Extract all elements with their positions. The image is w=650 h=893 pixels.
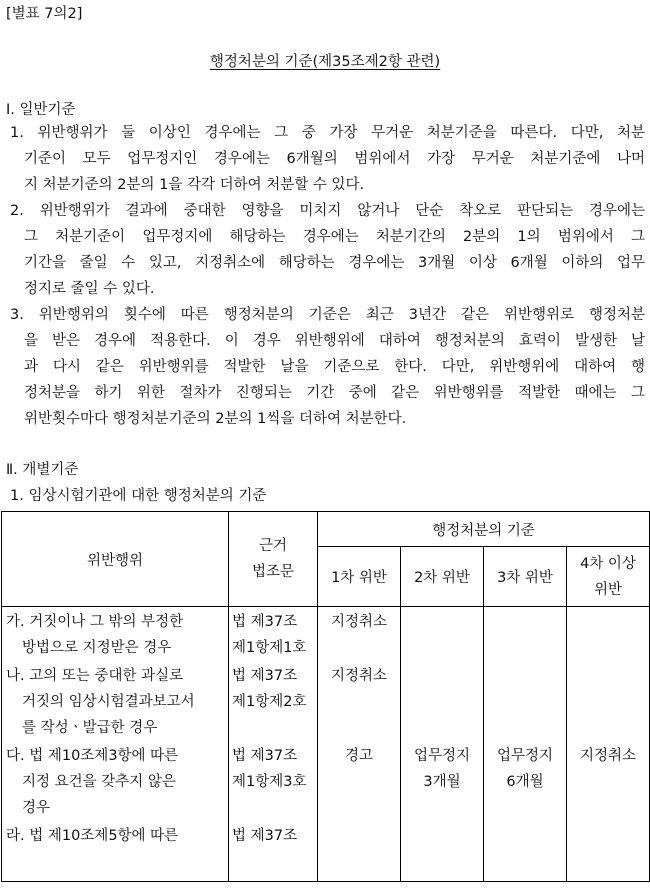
law-cell-line: 법 제37조 [232, 668, 298, 684]
penalty-1st-cell-line: 지정취소 [330, 614, 388, 630]
criteria-line: 2. 위반행위가 결과에 중대한 영향을 미치지 않거나 단순 착오로 판단되는 경우에는 [10, 203, 645, 219]
penalty-4th-cell [567, 607, 650, 662]
penalty-1st-cell-line: 지정취소 [330, 668, 388, 684]
law-cell-line: 법 제37조 [232, 614, 298, 630]
criteria-line: 기준이 모두 업무정지인 경우에는 6개월의 범위에서 가장 무거운 처분기준에 나머 [24, 151, 645, 167]
header-penalty-group: 행정처분의 기준 [318, 512, 650, 547]
section-general-heading: Ⅰ. 일반기준 [6, 102, 76, 118]
penalty-2nd-cell [401, 661, 484, 741]
title-sub: (제35조제2항 관련) [312, 54, 441, 70]
table-row [2, 661, 650, 741]
penalty-1st-cell [318, 741, 401, 821]
header-violation: 위반행위 [2, 512, 229, 607]
criteria-line: 정지로 줄일 수 있다. [24, 281, 155, 297]
penalty-1st-cell-line: 경고 [344, 748, 373, 764]
criteria-line: 과 다시 같은 위반행위를 적발한 날을 기준으로 한다. 다만, 위반행위에 대하여 행 [24, 359, 645, 375]
header-4th [567, 547, 650, 607]
penalty-2nd-cell [401, 607, 484, 662]
penalty-3rd-cell-line: 6개월 [506, 774, 544, 790]
penalty-4th-cell [567, 661, 650, 741]
header-4th-line2: 위반 [594, 581, 623, 598]
law-cell [229, 607, 318, 662]
violation-cell-line: 거짓의 임상시험결과보고서 [22, 694, 195, 710]
law-cell [229, 741, 318, 821]
penalty-2nd-cell [401, 741, 484, 821]
penalty-4th-cell-line: 지정취소 [580, 748, 637, 764]
general-criteria-item [10, 302, 645, 432]
document-title [0, 50, 650, 71]
header-4th-line1: 4차 이상 [580, 555, 636, 572]
violation-cell [2, 821, 229, 881]
penalty-table [1, 511, 650, 882]
table-row [2, 607, 650, 662]
violation-cell-line: 지정 요건을 갖추지 않은 [22, 774, 176, 790]
section-individual-heading: Ⅱ. 개별기준 [6, 462, 79, 478]
law-cell-line: 제1항제3호 [232, 774, 307, 790]
penalty-3rd-cell [484, 607, 567, 662]
criteria-line: 기간을 줄일 수 있고, 지정취소에 해당하는 경우에는 3개월 이상 6개월 이하의 업무 [24, 255, 645, 271]
header-law-line1: 근거 [258, 538, 287, 554]
penalty-2nd-cell-line: 업무정지 [413, 748, 471, 764]
violation-cell-line: 경우 [22, 800, 51, 816]
penalty-3rd-cell-line: 업무정지 [496, 748, 554, 764]
criteria-line: 그 처분기준이 업무정지에 해당하는 경우에는 처분기간의 2분의 1의 범위에서 그 [24, 229, 645, 245]
penalty-1st-cell [318, 607, 401, 662]
violation-cell-line: 가. 거짓이나 그 밖의 부정한 [6, 614, 184, 630]
criteria-line: 3. 위반행위의 횟수에 따른 행정처분의 기준은 최근 3년간 같은 위반행위로 행정처분 [10, 307, 645, 323]
general-criteria-item [10, 120, 645, 198]
general-criteria-item [10, 198, 645, 302]
penalty-4th-cell [567, 821, 650, 881]
header-law-line2: 법조문 [251, 564, 295, 580]
criteria-line: 위반횟수마다 행정처분기준의 2분의 1씩을 더하여 처분한다. [24, 411, 407, 427]
law-cell [229, 661, 318, 741]
subsection-heading: 1. 임상시험기관에 대한 행정처분의 기준 [10, 488, 267, 504]
penalty-table-body [2, 607, 650, 882]
penalty-2nd-cell-line: 3개월 [423, 774, 461, 790]
criteria-line: 정처분을 하기 위한 절차가 진행되는 기간 중에 같은 위반행위를 적발한 때에는 그 [24, 385, 645, 401]
violation-cell [2, 741, 229, 821]
law-cell-line: 제1항제2호 [232, 694, 307, 710]
header-law [229, 512, 318, 607]
header-1st: 1차 위반 [318, 547, 401, 607]
violation-cell-line: 방법으로 지정받은 경우 [22, 640, 172, 656]
criteria-line: 지 처분기준의 2분의 1을 각각 더하여 처분할 수 있다. [24, 177, 365, 193]
law-cell-line: 법 제37조 [232, 828, 298, 844]
table-row [2, 821, 650, 881]
law-cell-line: 제1항제1호 [232, 640, 307, 656]
law-cell [229, 821, 318, 881]
annex-label: [별표 7의2] [6, 6, 83, 22]
penalty-3rd-cell [484, 741, 567, 821]
penalty-3rd-cell [484, 821, 567, 881]
table-row [2, 741, 650, 821]
header-2nd: 2차 위반 [401, 547, 484, 607]
penalty-1st-cell [318, 661, 401, 741]
law-cell-line: 법 제37조 [232, 748, 298, 764]
violation-cell-line: 다. 법 제10조제3항에 따른 [6, 748, 179, 764]
penalty-1st-cell [318, 821, 401, 881]
penalty-2nd-cell [401, 821, 484, 881]
header-3rd: 3차 위반 [484, 547, 567, 607]
violation-cell-line: 라. 법 제10조제5항에 따른 [6, 828, 179, 844]
penalty-3rd-cell [484, 661, 567, 741]
criteria-line: 1. 위반행위가 둘 이상인 경우에는 그 중 가장 무거운 처분기준을 따른다. 다만, 처분 [10, 125, 645, 141]
violation-cell [2, 661, 229, 741]
violation-cell [2, 607, 229, 662]
violation-cell-line: 나. 고의 또는 중대한 과실로 [6, 668, 184, 684]
criteria-line: 을 받은 경우에 적용한다. 이 경우 위반행위에 대하여 행정처분의 효력이 발생한 날 [24, 333, 645, 349]
penalty-4th-cell [567, 741, 650, 821]
violation-cell-line: 를 작성ㆍ발급한 경우 [22, 720, 158, 736]
title-main: 행정처분의 기준 [209, 54, 313, 70]
